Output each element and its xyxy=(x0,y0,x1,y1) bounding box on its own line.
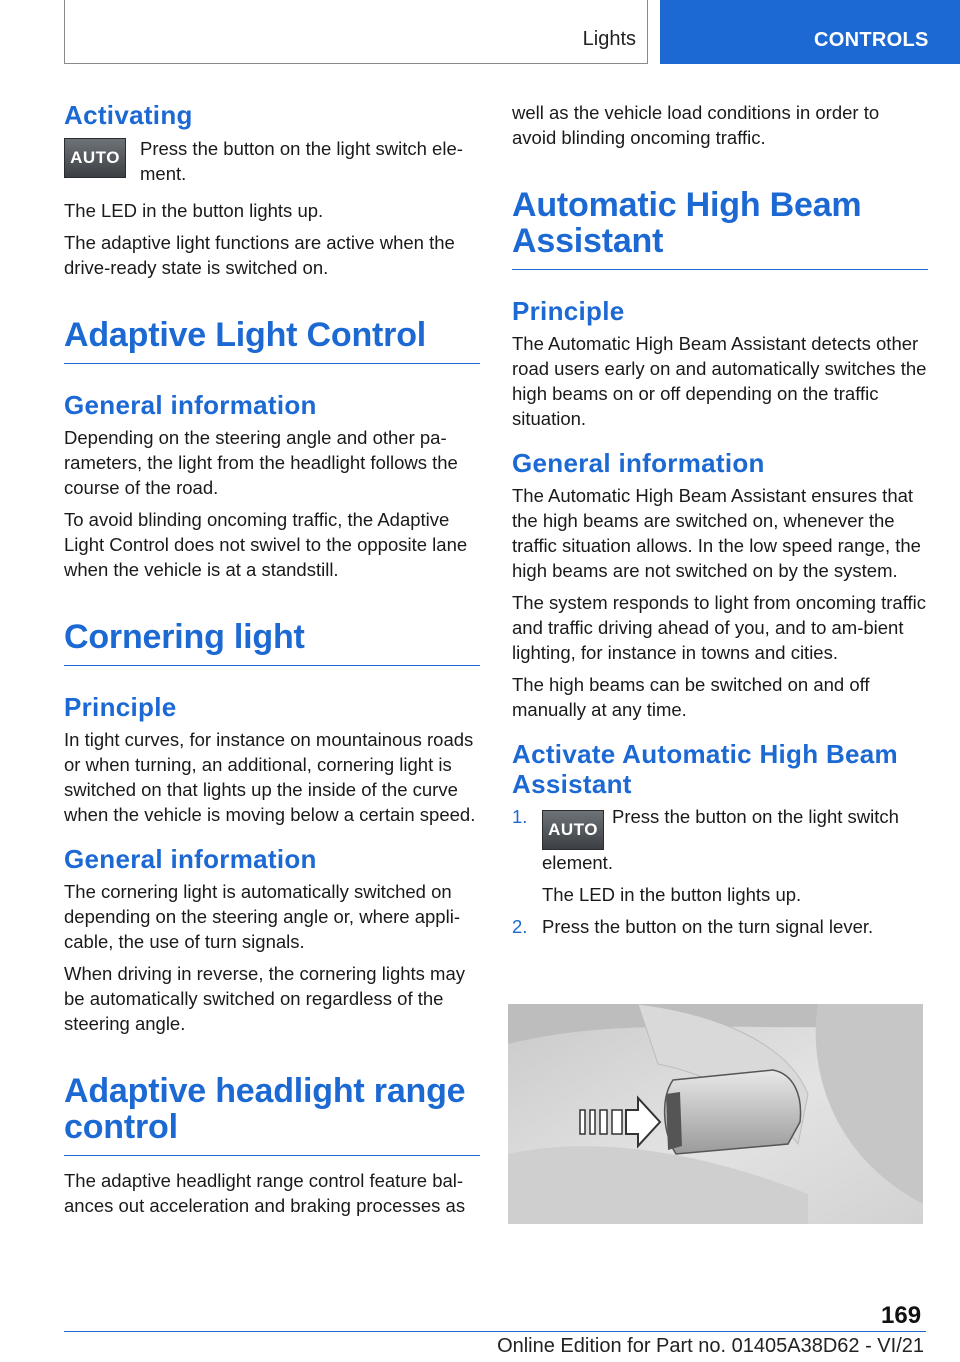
ahba-principle-text: The Automatic High Beam Assistant detects other road users early on and automatically switches the high beams on or off depending on the traffic situation. xyxy=(512,333,927,429)
alc-para-1: Depending on the steering angle and other pa-rameters, the light from the headlight follows the course of the road. xyxy=(64,427,458,498)
page-number: 169 xyxy=(881,1302,922,1329)
list-item xyxy=(512,804,928,907)
left-column xyxy=(64,100,480,1225)
led-text: The LED in the button lights up. xyxy=(64,200,324,221)
header-chapter-tab[interactable]: CONTROLS xyxy=(660,0,960,64)
ahba-principle-heading: Principle xyxy=(512,296,625,326)
header-left-frame xyxy=(64,0,648,64)
auto-button-icon: AUTO xyxy=(542,810,604,850)
step-number: 1. xyxy=(512,806,528,827)
activating-heading: Activating xyxy=(64,100,193,130)
ahba-general-text-1: The Automatic High Beam Assistant ensures that the high beams are switched on, whenever the traffic situation allows. In the low speed range, the high beams are not switched on by the system. xyxy=(512,485,921,581)
step-text: Press the button on the turn signal lever. xyxy=(542,916,874,937)
turn-signal-lever-illustration xyxy=(508,1004,923,1224)
adaptive-active-text: The adaptive light functions are active when the drive-ready state is switched on. xyxy=(64,232,455,278)
cornering-general-text-1: The cornering light is automatically switched on depending on the steering angle or, where appli-cable, the use of turn signals. xyxy=(64,881,460,952)
ahba-title: Automatic High Beam Assistant xyxy=(512,186,862,260)
cornering-principle-heading: Principle xyxy=(64,692,177,722)
footer-edition: Online Edition for Part no. 01405A38D62 - VI/21 xyxy=(497,1335,924,1357)
cornering-general-text-2: When driving in reverse, the cornering lights may be automatically switched on regardless of the steering angle. xyxy=(64,963,466,1034)
step-number: 2. xyxy=(512,916,528,937)
alc-title: Adaptive Light Control xyxy=(64,316,427,354)
ahrc-text: The adaptive headlight range control feature bal-ances out acceleration and braking processes as xyxy=(64,1170,466,1216)
auto-button-icon: AUTO xyxy=(64,138,126,178)
right-column xyxy=(512,100,928,946)
ahrc-title: Adaptive headlight range control xyxy=(64,1072,466,1146)
cornering-title: Cornering light xyxy=(64,618,305,656)
cornering-principle-text: In tight curves, for instance on mountainous roads or when turning, an additional, cornering light is switched on that lights up the inside of the curve when the vehicle is moving below a certain speed. xyxy=(64,729,476,825)
header-section-title: Lights xyxy=(582,28,636,50)
step-subtext: The LED in the button lights up. xyxy=(542,884,802,905)
ahba-general-heading: General information xyxy=(512,448,765,478)
ahba-general-text-2: The system responds to light from oncoming traffic and traffic driving ahead of you, and to am-bient lighting, for instance in towns and cities. xyxy=(512,592,927,663)
footer-divider xyxy=(64,1331,926,1332)
activate-heading: Activate Automatic High Beam Assistant xyxy=(512,739,898,799)
activation-steps xyxy=(512,804,928,939)
alc-para-2: To avoid blinding oncoming traffic, the Adaptive Light Control does not swivel to the opposite lane when the vehicle is at a standstill. xyxy=(64,509,468,580)
cornering-general-heading: General information xyxy=(64,844,317,874)
continuation-text: well as the vehicle load conditions in order to avoid blinding oncoming traffic. xyxy=(512,102,880,148)
ahba-general-text-3: The high beams can be switched on and off manually at any time. xyxy=(512,674,870,720)
list-item xyxy=(512,914,928,939)
activating-instruction: Press the button on the light switch ele-ment. xyxy=(140,138,463,184)
alc-general-heading: General information xyxy=(64,390,317,420)
activating-instruction-row xyxy=(64,136,480,188)
step-text: Press the button on the light switch element. xyxy=(542,806,899,873)
